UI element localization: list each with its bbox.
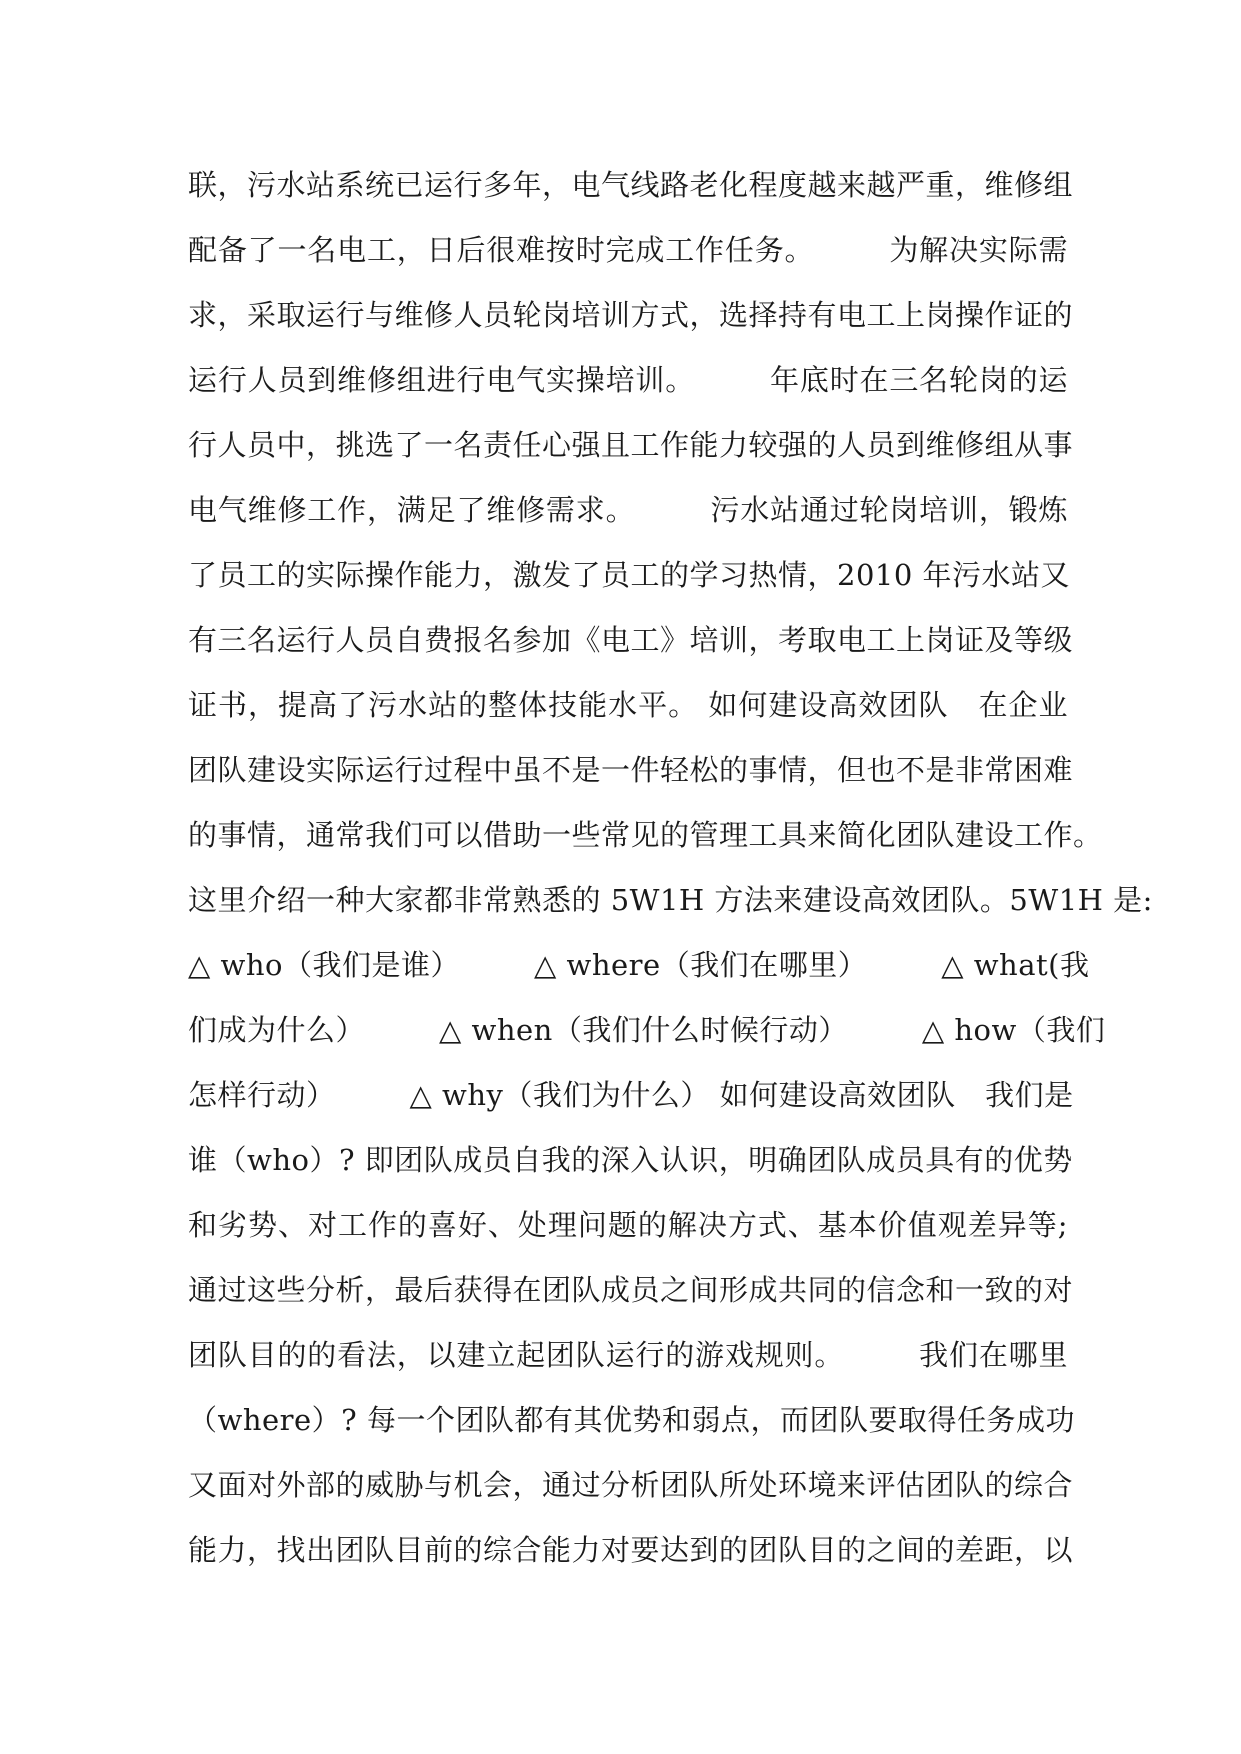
text-line: 证书，提高了污水站的整体技能水平。 如何建设高效团队 在企业 bbox=[188, 688, 1068, 722]
text-line: 这里介绍一种大家都非常熟悉的 5W1H 方法来建设高效团队。5W1H 是: bbox=[188, 883, 1153, 917]
text-line: 运行人员到维修组进行电气实操培训。 年底时在三名轮岗的运 bbox=[188, 363, 1068, 397]
text-line: 怎样行动） △ why（我们为什么） 如何建设高效团队 我们是 bbox=[188, 1078, 1074, 1112]
text-line: 了员工的实际操作能力，激发了员工的学习热情，2010 年污水站又 bbox=[188, 558, 1071, 592]
text-line: 行人员中，挑选了一名责任心强且工作能力较强的人员到维修组从事 bbox=[188, 428, 1074, 462]
text-line: 配备了一名电工，日后很难按时完成工作任务。 为解决实际需 bbox=[188, 233, 1068, 267]
text-line: 们成为什么） △ when（我们什么时候行动） △ how（我们 bbox=[188, 1013, 1106, 1047]
text-line: 能力，找出团队目前的综合能力对要达到的团队目的之间的差距，以 bbox=[188, 1533, 1074, 1567]
text-line: 电气维修工作，满足了维修需求。 污水站通过轮岗培训，锻炼 bbox=[188, 493, 1068, 527]
text-line: 和劣势、对工作的喜好、处理问题的解决方式、基本价值观差异等; bbox=[188, 1208, 1068, 1242]
text-line: 谁（who）? 即团队成员自我的深入认识，明确团队成员具有的优势 bbox=[188, 1143, 1073, 1177]
text-line: 有三名运行人员自费报名参加《电工》培训，考取电工上岗证及等级 bbox=[188, 623, 1074, 657]
text-line: 联，污水站系统已运行多年，电气线路老化程度越来越严重，维修组 bbox=[188, 168, 1074, 202]
text-line: △ who（我们是谁） △ where（我们在哪里） △ what(我 bbox=[188, 948, 1090, 982]
text-line: 的事情，通常我们可以借助一些常见的管理工具来简化团队建设工作。 bbox=[188, 818, 1103, 852]
body-text bbox=[188, 158, 1153, 1588]
text-line: 求，采取运行与维修人员轮岗培训方式，选择持有电工上岗操作证的 bbox=[188, 298, 1074, 332]
text-line: （where）? 每一个团队都有其优势和弱点，而团队要取得任务成功 bbox=[188, 1403, 1075, 1437]
text-line: 团队目的的看法，以建立起团队运行的游戏规则。 我们在哪里 bbox=[188, 1338, 1068, 1372]
text-line: 通过这些分析，最后获得在团队成员之间形成共同的信念和一致的对 bbox=[188, 1273, 1074, 1307]
text-line: 又面对外部的威胁与机会，通过分析团队所处环境来评估团队的综合 bbox=[188, 1468, 1074, 1502]
text-line: 团队建设实际运行过程中虽不是一件轻松的事情，但也不是非常困难 bbox=[188, 753, 1074, 787]
